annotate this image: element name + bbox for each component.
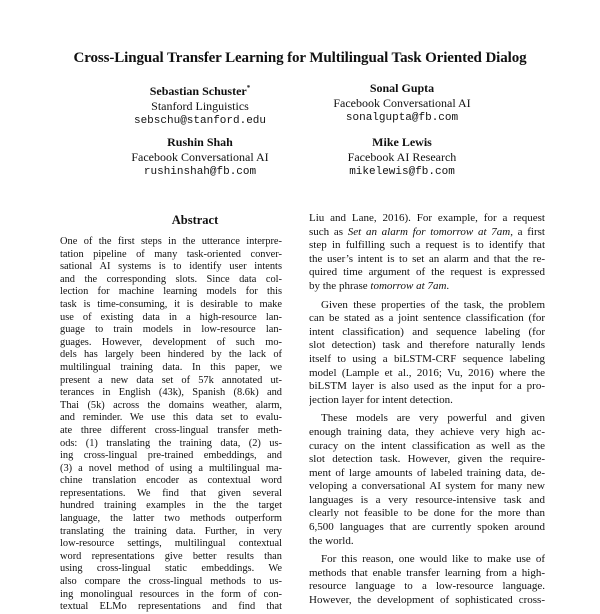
author-affiliation: Facebook AI Research — [347, 150, 457, 164]
author-block — [292, 81, 512, 126]
text-line: representations. We find that given several — [60, 487, 282, 499]
text-line: methods that enable transfer learning from a high- — [309, 566, 545, 579]
text-line: enough training data, they achieve very high ac- — [309, 425, 545, 438]
author-email[interactable]: mikelewis@fb.com — [349, 166, 455, 178]
abstract-heading: Abstract — [171, 213, 219, 227]
text-line: Liu and Lane, 2016). For example, for a request — [309, 212, 545, 224]
text-line: (3) a novel method of using a multilingual ma- — [60, 462, 282, 474]
author-name-text: Sebastian Schuster — [149, 84, 247, 98]
text-line: the world. — [309, 534, 354, 547]
text-line: ing cross-lingual pre-trained embeddings, and — [60, 450, 282, 462]
author-block — [90, 81, 310, 129]
paper-title: Cross-Lingual Transfer Learning for Multilingual Task Oriented Dialog — [73, 50, 527, 66]
text-line: word representations give better results than — [60, 550, 282, 562]
author-name: Mike Lewis — [372, 135, 432, 149]
text-line: quired time argument of the request is expressed — [309, 266, 545, 279]
text-line: chine translation encoder as contextual word — [60, 475, 282, 487]
text-line: using cross-lingual static embeddings. We — [60, 563, 282, 575]
text-line: curacy on the intent classification as well as the — [309, 439, 545, 452]
text-line: slot detection) task and therefore naturally lends — [309, 339, 545, 352]
text-line: dels has largely been hindered by the lack of — [60, 349, 282, 361]
text-line: task is time-consuming, it is desirable to make — [60, 298, 282, 310]
text-line: biLSTM layer is also used as the input for a pro- — [309, 380, 545, 393]
text-line: One of the first steps in the utterance interpre- — [60, 236, 282, 247]
text-line: the user’s intent is to set an alarm and that the re- — [309, 252, 545, 265]
author-name — [90, 81, 310, 99]
author-email[interactable]: sebschu@stanford.edu — [133, 115, 267, 127]
text-line: itself to using a biLSTM-CRF sequence labeling — [309, 352, 545, 365]
text-line: languages is a very resource-intensive task and — [309, 493, 545, 506]
text-line: These models are very powerful and given — [321, 412, 545, 425]
text-line: veloping a conversational AI system for many new — [309, 480, 545, 493]
text-line: step in fulfilling such a request is to identify that — [309, 239, 545, 252]
text-line: low-resource settings, multilingual contextual — [60, 538, 282, 550]
text-line: tation pipeline of many task-oriented conver- — [60, 248, 282, 260]
text-line: multilingual training data. In this paper, we — [60, 361, 282, 373]
author-block — [292, 135, 512, 180]
text-line: by the phrase tomorrow at 7am. — [309, 279, 450, 292]
text-line: ate three different cross-lingual transfer meth- — [60, 424, 282, 436]
author-affiliation: Facebook Conversational AI — [131, 150, 269, 164]
footnote-marker: * — [246, 84, 251, 92]
text-line: Thai (5k) across the domains weather, alarm, — [60, 399, 282, 411]
author-name: Sonal Gupta — [369, 81, 435, 95]
text-line: clearly not feasible to be done for the more than — [309, 507, 545, 520]
text-line: sational AI systems is to identify user intents — [60, 261, 282, 273]
text-line: lection for machine learning models for this — [60, 286, 282, 298]
introduction-column — [309, 212, 545, 608]
text-line: use of existing data in a high-resource lan- — [60, 311, 282, 323]
text-line: and the corresponding slots. Since data col- — [60, 273, 282, 285]
text-line: 6,500 languages that are currently spoken around — [309, 521, 545, 534]
author-email[interactable]: sonalgupta@fb.com — [345, 112, 459, 124]
text-line: intent classification) and sequence labeling (for — [309, 325, 545, 338]
text-line: guages. However, development of such mo- — [60, 336, 282, 348]
text-line: resource language to a low-resource language. — [309, 580, 545, 593]
author-affiliation: Stanford Linguistics — [151, 99, 249, 113]
text-line: jection layer for intent detection. — [309, 393, 453, 406]
author-name: Rushin Shah — [167, 135, 233, 149]
text-line: present a new data set of 57k annotated ut- — [60, 374, 282, 386]
text-line: ment of large amounts of labeled training data, de- — [309, 466, 545, 479]
text-line: can be stated as a joint sentence classification (for — [309, 312, 545, 325]
text-line: ing monolingual resources in the form of con- — [60, 588, 282, 600]
text-line: and reminder. We use this data set to evalu- — [60, 412, 282, 424]
text-line: guage to train models in low-resource lan- — [60, 324, 282, 336]
text-line: translating the training data. Further, in very — [60, 525, 282, 537]
text-line: also compare the cross-lingual methods to us- — [60, 576, 282, 588]
abstract-body — [60, 236, 282, 614]
text-line: model (Lample et al., 2016; Vu, 2016) where the — [309, 366, 545, 379]
text-line: hundred training examples in the the target — [60, 500, 282, 512]
author-affiliation: Facebook Conversational AI — [333, 96, 471, 110]
text-line: ods: (1) translating the training data, (2) us- — [60, 437, 282, 449]
text-line: Given these properties of the task, the problem — [321, 298, 545, 311]
author-email[interactable]: rushinshah@fb.com — [143, 166, 257, 178]
author-block — [90, 135, 310, 180]
text-line: terances in English (43k), Spanish (8.6k) and — [60, 387, 282, 399]
text-line: such as Set an alarm for tomorrow at 7am, a first — [309, 225, 545, 238]
text-line: textual ELMo representations and find that — [60, 601, 282, 613]
text-line: slot detection task. However, given the require- — [309, 453, 545, 466]
text-line: For this reason, one would like to make use of — [321, 553, 545, 566]
text-line: However, the development of sophisticated cross- — [309, 594, 545, 607]
text-line: language, the latter two methods outperform — [60, 513, 282, 525]
